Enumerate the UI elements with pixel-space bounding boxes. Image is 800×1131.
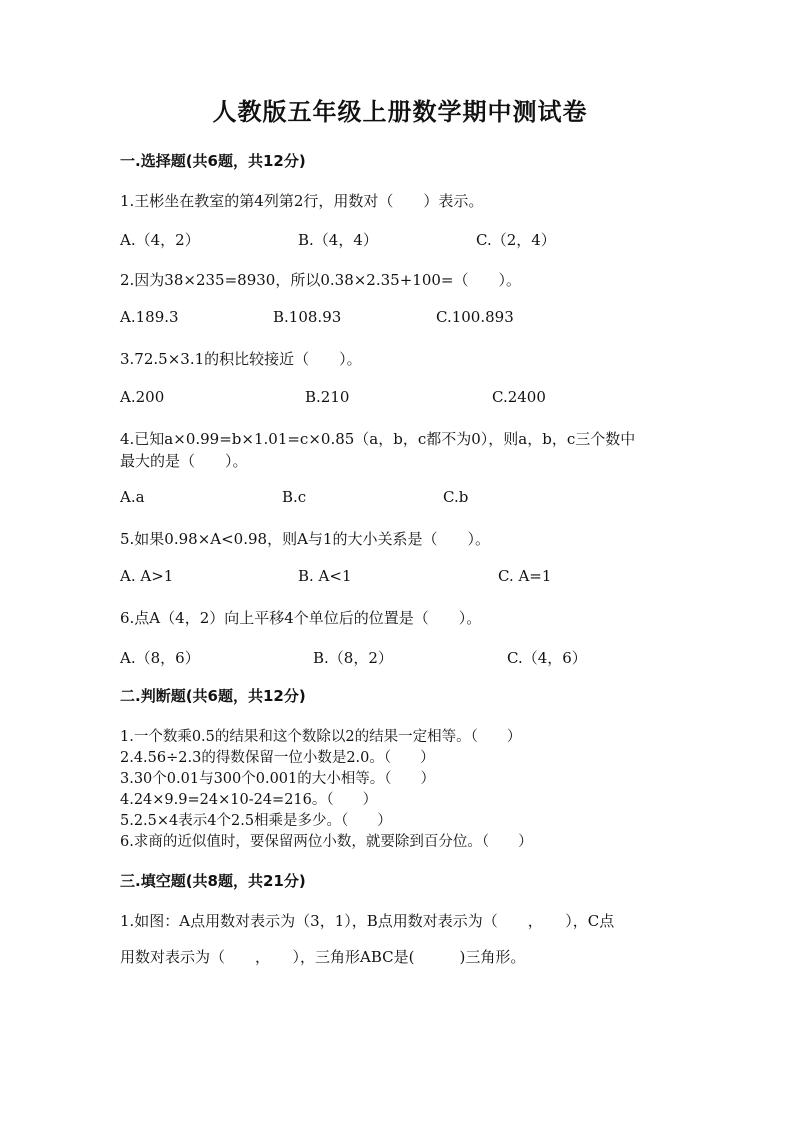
option-c: C.（2，4）: [476, 231, 556, 249]
judge-item: 1.一个数乘0.5的结果和这个数除以2的结果一定相等。（ ）: [120, 729, 522, 745]
option-a: A.（4，2）: [120, 231, 200, 249]
fill-question-line: 1.如图：A点用数对表示为（3，1），B点用数对表示为（ ， ），C点: [120, 912, 615, 930]
option-c: C.2400: [492, 388, 546, 406]
question-stem: 5.如果0.98×A<0.98，则A与1的大小关系是（ ）。: [120, 530, 490, 548]
option-c: C.b: [443, 488, 469, 506]
option-a: A.200: [120, 388, 165, 406]
judge-item: 5.2.5×4表示4个2.5相乘是多少。（ ）: [120, 813, 392, 829]
judge-item: 6.求商的近似值时，要保留两位小数，就要除到百分位。（ ）: [120, 834, 533, 850]
judge-item: 2.4.56÷2.3的得数保留一位小数是2.0。（ ）: [120, 750, 435, 766]
question-stem: 4.已知a×0.99=b×1.01=c×0.85（a，b，c都不为0），则a，b，c三个数中: [120, 430, 636, 448]
option-c: C. A=1: [498, 567, 552, 585]
page-title: 人教版五年级上册数学期中测试卷: [212, 98, 588, 126]
judge-item: 3.30个0.01与300个0.001的大小相等。（ ）: [120, 771, 436, 787]
section-heading-fill: 三.填空题(共8题，共21分): [120, 872, 306, 890]
judge-item: 4.24×9.9=24×10-24=216。（ ）: [120, 792, 378, 808]
section-heading-choice: 一.选择题(共6题，共12分): [120, 152, 306, 170]
question-stem: 2.因为38×235=8930，所以0.38×2.35+100=（ ）。: [120, 271, 521, 289]
option-b: B. A<1: [298, 567, 352, 585]
option-c: C.100.893: [436, 308, 514, 326]
section-heading-judge: 二.判断题(共6题，共12分): [120, 687, 306, 705]
option-b: B.108.93: [273, 308, 342, 326]
option-a: A.（8，6）: [120, 649, 200, 667]
question-stem-continued: 最大的是（ ）。: [120, 452, 248, 470]
question-stem: 3.72.5×3.1的积比较接近（ ）。: [120, 350, 362, 368]
question-stem: 6.点A（4，2）向上平移4个单位后的位置是（ ）。: [120, 609, 482, 627]
question-stem: 1.王彬坐在教室的第4列第2行，用数对（ ）表示。: [120, 192, 484, 210]
option-a: A.189.3: [120, 308, 179, 326]
option-a: A. A>1: [120, 567, 174, 585]
option-b: B.（8，2）: [313, 649, 393, 667]
option-b: B.210: [305, 388, 350, 406]
option-a: A.a: [120, 488, 145, 506]
option-c: C.（4，6）: [507, 649, 587, 667]
option-b: B.（4，4）: [298, 231, 378, 249]
fill-question-line: 用数对表示为（ ， ），三角形ABC是( )三角形。: [120, 948, 526, 966]
option-b: B.c: [282, 488, 307, 506]
